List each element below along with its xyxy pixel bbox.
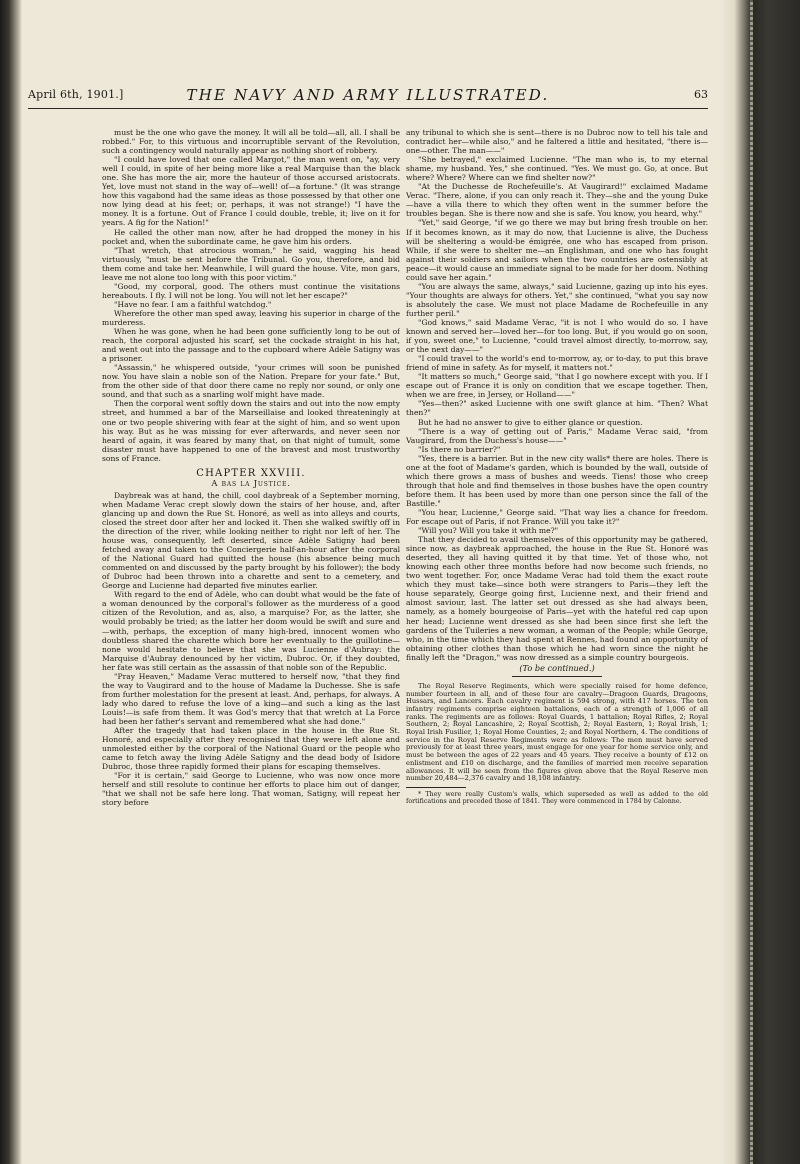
paragraph: "I could have loved that one called Margot," the man went on, "ay, very well I could, in spite of her being more like a real Marquise than the black one. She has more the air, more the hauteur of those accursed aristocrats. Yet, love must not stand in the way of—well! of—a fortune." (It was strange how this vagabond had the same ideas as those possessed by that other one now lying dead at his feet; or, perhaps, it was not strange!) "I have the money. It is a fortune. Out of France I could double, treble, it; live on it for years. A fig for the Nation!" (102, 155, 400, 228)
paragraph: "Yet," said George, "if we go there we may but bring fresh trouble on her. If it becomes known, as it may do now, that Lucienne is alive, the Duchess will be sheltering a would-be émigrée, one who has escaped from prison. While, if she were to shelter me—an Englishman, and one who has fought against their soldiers and sailors when the two countries are ostensibly at peace—it would cause an immediate signal to be made for her doom. Nothing could save her again." (406, 218, 708, 282)
paragraph: "Pray Heaven," Madame Verac muttered to herself now, "that they find the way to Vaugirard and to the house of Madame la Duchesse. She is safe from further molestation for the present at least. And, perhaps, for always. A lady who dared to refuse the love of a king—and such a king as the last Louis!—is safe from them. It was God's mercy that that wretch at La Force had been her father's servant and remembered what she had done." (102, 671, 400, 726)
royal-reserve-note: The Royal Reserve Regiments, which were specially raised for home defence, number fourteen in all, and of these four are cavalry—Dragoon Guards, Dragoons, Hussars, and Lancers. Each cavalry regiment is 594 strong, with 417 horses. The ten infantry regiments comprise eighteen battalions, each of a strength of 1,006 of all ranks. The regiments are as follows: Royal Guards, 1 battalion; Royal Rifles, 2; Royal Southern, 2; Royal Lancashire, 2; Royal Scottish, 2; Royal Eastern, 1; Royal Irish, 1; Royal Irish Fusilier, 1; Royal Home Counties, 2; and Royal Northern, 4. The conditions of service in the Royal Reserve Regiments were as follows: The men must have served previously for at least three years, must engage for one year for home service only, and must be between the ages of 22 years and 45 years. They receive a bounty of £12 on enlistment and £10 on discharge, and the families of married men receive separation allowances. It will be seen from the figures given above that the Royal Reserve men number 20,484—2,376 cavalry and 18,108 infantry. (406, 681, 708, 783)
to-be-continued: (To be continued.) (519, 662, 595, 673)
right-column (406, 128, 708, 1148)
paragraph: "Yes, there is a barrier. But in the new city walls* there are holes. There is one at the foot of Madame's garden, which is bounded by the wall, outside of which there grows a mass of bushes and weeds. Tiens! those who creep through that hole and find themselves in those bushes have the open country before them. It has been used by more than one person since the fall of the Bastille." (406, 453, 708, 508)
footnote-divider (406, 787, 466, 788)
book-spine-shadow (0, 0, 22, 1164)
paragraph: With regard to the end of Adèle, who can doubt what would be the fate of a woman denounced by the corporal's follower as the murderess of a good citizen of the Revolution, and as, also, a marquise? For, as the latter, she would probably be tried; as the latter her doom would be swift and sure and—with, perhaps, the exception of many high-bred, innocent women who doubtless shared the charette which bore her eventually to the guillotine—none would hesitate to believe that she was Lucienne d'Aubray: the Marquise d'Aubray denounced by her victim, Dubroc. Or, if they doubted, her fate was still certain as the assassin of that noble son of the Republic. (102, 590, 400, 672)
paragraph: But he had no answer to give to either glance or question. (418, 417, 643, 427)
paragraph: "You hear, Lucienne," George said. "That way lies a chance for freedom. For escape out of Paris, if not France. Will you take it?" (406, 507, 708, 527)
running-header (28, 86, 708, 109)
paragraph: "For it is certain," said George to Lucienne, who was now once more herself and still resolute to continue her efforts to place him out of danger, "that we shall not be safe here long. That woman, Satigny, will repeat her story before (102, 771, 400, 808)
paragraph: "It matters so much," George said, "that I go nowhere except with you. If I escape out of France it is only on condition that we escape together. Then, when we are free, in Jersey, or Holland——" (406, 372, 708, 400)
issue-date: April 6th, 1901.] (28, 88, 124, 101)
chapter-title: A bas la Justice. (211, 477, 291, 488)
magazine-title: THE NAVY AND ARMY ILLUSTRATED. (186, 86, 550, 104)
paragraph: He called the other man now, after he had dropped the money in his pocket and, when the subordinate came, he gave him his orders. (102, 227, 400, 246)
text-columns (28, 128, 708, 1148)
paragraph: any tribunal to which she is sent—there is no Dubroc now to tell his tale and contradict her—while also," and he faltered a little and hesitated, "there is—one—other. The man——" (406, 128, 708, 156)
paragraph: Daybreak was at hand, the chill, cool daybreak of a September morning, when Madame Verac crept slowly down the stairs of her house, and, after glancing up and down the Rue St. Honoré, as well as into alleys and courts, closed the street door after her and locked it. Then she walked swiftly off in the direction of the river, while looking neither to right nor left of her. The house was, consequently, left deserted, since Adèle Satigny had been fetched away and taken to the Conciergerie half-an-hour after the corporal of the National Guard had quitted the house (his absence being much commented on and discussed by the party brought by his follower); the body of Dubroc had been thrown into a charette and sent to a cemetery, and George and Lucienne had departed five minutes earlier. (102, 490, 400, 591)
footnote: * They were really Custom's walls, which superseded as well as added to the old fortifications and preceded those of 1841. They were commenced in 1784 by Calonne. (406, 790, 708, 806)
paragraph: "Good, my corporal, good. The others must continue the visitations hereabouts. I fly. I will not be long. You will not let her escape?" (102, 281, 400, 300)
paragraph: "I could travel to the world's end to-morrow, ay, or to-day, to put this brave friend of mine in safety. As for myself, it matters not." (406, 354, 708, 373)
paragraph: That they decided to avail themselves of this opportunity may be gathered, since now, as daybreak approached, the house in the Rue St. Honoré was deserted, they all having quitted it by that time. Yet of those who, not knowing each other three months before had now become such friends, no two went together. For, once Madame Verac had told them the exact route which they must take—since both were strangers to Paris—they left the house separately, George going first, Lucienne next, and their friend and almost saviour, last. The latter set out dressed as she had always been, namely, as a homely bourgeoise of Paris—yet with the hateful red cap upon her head; Lucienne went dressed as she had been since first she left the gardens of the Tuileries a new woman, a woman of the People; while George, who, in the time which they had spent at Rennes, had found an opportunity of obtaining other clothes than those which he had worn since the night he finally left the "Dragon," was now dressed as a simple country bourgeois. (406, 535, 708, 662)
paragraph: "She betrayed," exclaimed Lucienne. "The man who is, to my eternal shame, my husband. Yes," she continued. "Yes. We must go. Go, at once. But where? Where? Where can we find shelter now?" (406, 155, 708, 183)
paragraph: "Have no fear. I am a faithful watchdog." (114, 299, 272, 309)
magazine-page (28, 80, 708, 1150)
chapter-heading: CHAPTER XXVIII. (196, 467, 306, 479)
paragraph: Wherefore the other man sped away, leaving his superior in charge of the murderess. (102, 308, 400, 327)
paragraph: Then the corporal went softly down the stairs and out into the now empty street, and hummed a bar of the Marseillaise and looked threateningly at one or two people shivering with fear at the sight of him, and so went upon his way. But as he was missing for ever afterwards, and never seen nor heard of again, it was feared by many that, on that night of tumult, some disaster must have happened to one of the bravest and most trustworthy sons of France. (102, 399, 400, 463)
paragraph: "Yes—then?" asked Lucienne with one swift glance at him. "Then? What then?" (406, 399, 708, 418)
page-edge-shadow (720, 0, 800, 1164)
paragraph: When he was gone, when he had been gone sufficiently long to be out of reach, the corporal adjusted his scarf, set the cockade straight in his hat, and went out into the passage and to the cupboard where Adèle Satigny was a prisoner. (102, 327, 400, 364)
paragraph: "Assassin," he whispered outside, "your crimes will soon be punished now. You have slain a noble son of the Nation. Prepare for your fate." But, from the other side of that door there came no reply nor sound, or only one sound, and that such as a snarling wolf might have made. (102, 363, 400, 400)
paragraph: "You are always the same, always," said Lucienne, gazing up into his eyes. "Your thoughts are always for others. Yet," she continued, "what you say now is absolutely the case. We must not place Madame de Rochefeuille in any further peril." (406, 281, 708, 318)
paragraph: "Is there no barrier?" (418, 444, 501, 454)
paragraph: After the tragedy that had taken place in the house in the Rue St. Honoré, and especially after they recognised that they were left alone and unmolested either by the corporal of the National Guard or the people who came to fetch away the living Adèle Satigny and the dead body of Isidore Dubroc, those three rapidly formed their plans for escaping themselves. (102, 726, 400, 772)
page-number: 63 (694, 88, 708, 101)
paragraph: "God knows," said Madame Verac, "it is not I who would do so. I have known and served her—loved her—for too long. But, if you would go on soon, if you, sweet one," to Lucienne, "could travel almost directly, to-morrow, say, or the next day——" (406, 317, 708, 355)
paragraph: "Will you? Will you take it with me?" (418, 526, 559, 536)
paragraph: "There is a way of getting out of Paris," Madame Verac said, "from Vaugirard, from the Duchess's house——" (406, 426, 708, 445)
section-divider (512, 676, 602, 677)
paragraph: "At the Duchesse de Rochefeuille's. At Vaugirard!" exclaimed Madame Verac. "There, alone, if you can only reach it. They—she and the young Duke—have a villa there to which they often went in the summer before the troubles began. She is there now and she is safe. You know, you heard, why." (406, 182, 708, 219)
left-column (102, 128, 400, 1148)
paragraph: must be the one who gave the money. It will all be told—all, all. I shall be robbed." For, to this virtuous and incorruptible servant of the Revolution, such a contingency would naturally appear as nothing short of robbery. (102, 128, 400, 156)
paragraph: "That wretch, that atrocious woman," he said, wagging his head virtuously, "must be sent before the Tribunal. Go you, therefore, and bid them come and take her. Meanwhile, I will guard the house. Vite, mon gars, leave me not alone too long with this poor victim." (102, 245, 400, 282)
